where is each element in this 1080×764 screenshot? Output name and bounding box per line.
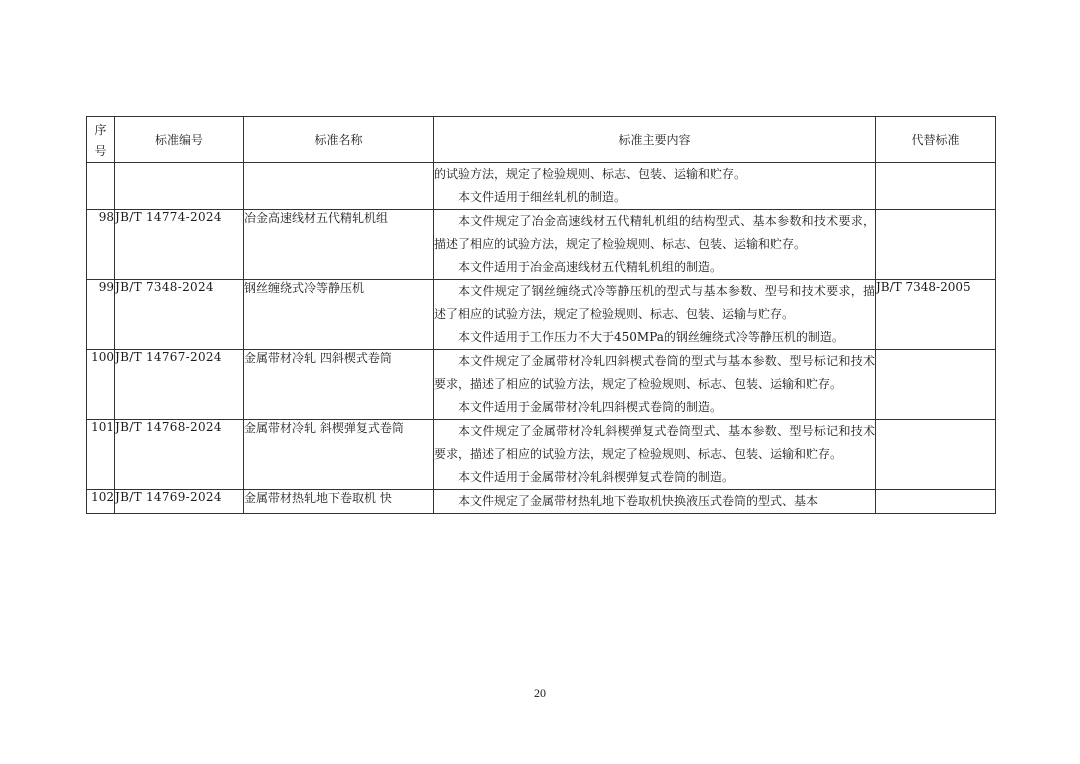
- standard-name: 钢丝缠绕式冷等静压机: [244, 281, 365, 295]
- cell-content: [434, 490, 876, 514]
- header-replace: 代替标准: [876, 117, 996, 163]
- content-paragraph: 本文件适用于冶金高速线材五代精轧机组的制造。: [458, 260, 723, 274]
- cell-seq: 99: [87, 280, 115, 350]
- content-line: 本文件适用于细丝轧机的制造。: [458, 190, 627, 204]
- cell-replace: [876, 490, 996, 514]
- cell-replace: JB/T 7348-2005: [876, 280, 996, 350]
- table-row: [87, 210, 996, 280]
- header-name: 标准名称: [244, 117, 434, 163]
- cell-content: [434, 280, 876, 350]
- standard-name: 金属带材冷轧 斜楔弹复式卷筒: [244, 421, 404, 435]
- cell-seq: 102: [87, 490, 115, 514]
- page-number: 20: [534, 686, 546, 700]
- cell-seq: [87, 163, 115, 210]
- content-paragraph: 本文件规定了金属带材冷轧斜楔弹复式卷筒型式、基本参数、型号标记和技术要求，描述了相应的试验方法，规定了检验规则、标志、包装、运输和贮存。: [434, 424, 875, 461]
- cell-code: JB/T 14768-2024: [115, 420, 244, 490]
- header-seq-line1: 序: [94, 122, 107, 137]
- cell-code: [115, 163, 244, 210]
- table-row-continued: [87, 163, 996, 210]
- standards-table: [86, 116, 996, 514]
- cell-replace: [876, 163, 996, 210]
- cell-code: JB/T 7348-2024: [115, 280, 244, 350]
- cell-content: [434, 163, 876, 210]
- cell-name: [244, 350, 434, 420]
- cell-code: JB/T 14767-2024: [115, 350, 244, 420]
- cell-code: JB/T 14774-2024: [115, 210, 244, 280]
- cell-name: [244, 280, 434, 350]
- content-paragraph: 本文件规定了金属带材热轧地下卷取机快换液压式卷筒的型式、基本: [458, 494, 819, 508]
- cell-content: [434, 350, 876, 420]
- header-content: 标准主要内容: [434, 117, 876, 163]
- cell-seq: 98: [87, 210, 115, 280]
- content-paragraph: 本文件适用于金属带材冷轧四斜楔式卷筒的制造。: [458, 400, 723, 414]
- cell-content: [434, 210, 876, 280]
- content-paragraph: 本文件规定了钢丝缠绕式冷等静压机的型式与基本参数、型号和技术要求，描述了相应的试验方法，规定了检验规则、标志、包装、运输与贮存。: [434, 284, 875, 321]
- header-seq-line2: 号: [94, 143, 107, 158]
- cell-name: [244, 210, 434, 280]
- cell-replace: [876, 420, 996, 490]
- cell-replace: [876, 210, 996, 280]
- table-row: [87, 280, 996, 350]
- content-paragraph: 本文件规定了冶金高速线材五代精轧机组的结构型式、基本参数和技术要求，描述了相应的试验方法，规定了检验规则、标志、包装、运输和贮存。: [434, 214, 875, 251]
- header-seq: [87, 117, 115, 163]
- cell-seq: 100: [87, 350, 115, 420]
- content-paragraph: 本文件规定了金属带材冷轧四斜楔式卷筒的型式与基本参数、型号标记和技术要求，描述了相应的试验方法，规定了检验规则、标志、包装、运输和贮存。: [434, 354, 875, 391]
- table-row: [87, 490, 996, 514]
- content-paragraph: 本文件适用于工作压力不大于450MPa的钢丝缠绕式冷等静压机的制造。: [458, 330, 844, 344]
- table-header-row: [87, 117, 996, 163]
- cell-code: JB/T 14769-2024: [115, 490, 244, 514]
- cell-seq: 101: [87, 420, 115, 490]
- cell-replace: [876, 350, 996, 420]
- table-row: [87, 350, 996, 420]
- content-paragraph: 本文件适用于金属带材冷轧斜楔弹复式卷筒的制造。: [458, 470, 735, 484]
- cell-name: [244, 420, 434, 490]
- standard-name: 金属带材热轧地下卷取机 快: [244, 491, 392, 505]
- cell-name: [244, 163, 434, 210]
- cell-name: [244, 490, 434, 514]
- cell-content: [434, 420, 876, 490]
- standard-name: 冶金高速线材五代精轧机组: [244, 211, 389, 225]
- header-code: 标准编号: [115, 117, 244, 163]
- content-line: 的试验方法，规定了检验规则、标志、包装、运输和贮存。: [434, 167, 747, 181]
- standard-name: 金属带材冷轧 四斜楔式卷筒: [244, 351, 392, 365]
- table-row: [87, 420, 996, 490]
